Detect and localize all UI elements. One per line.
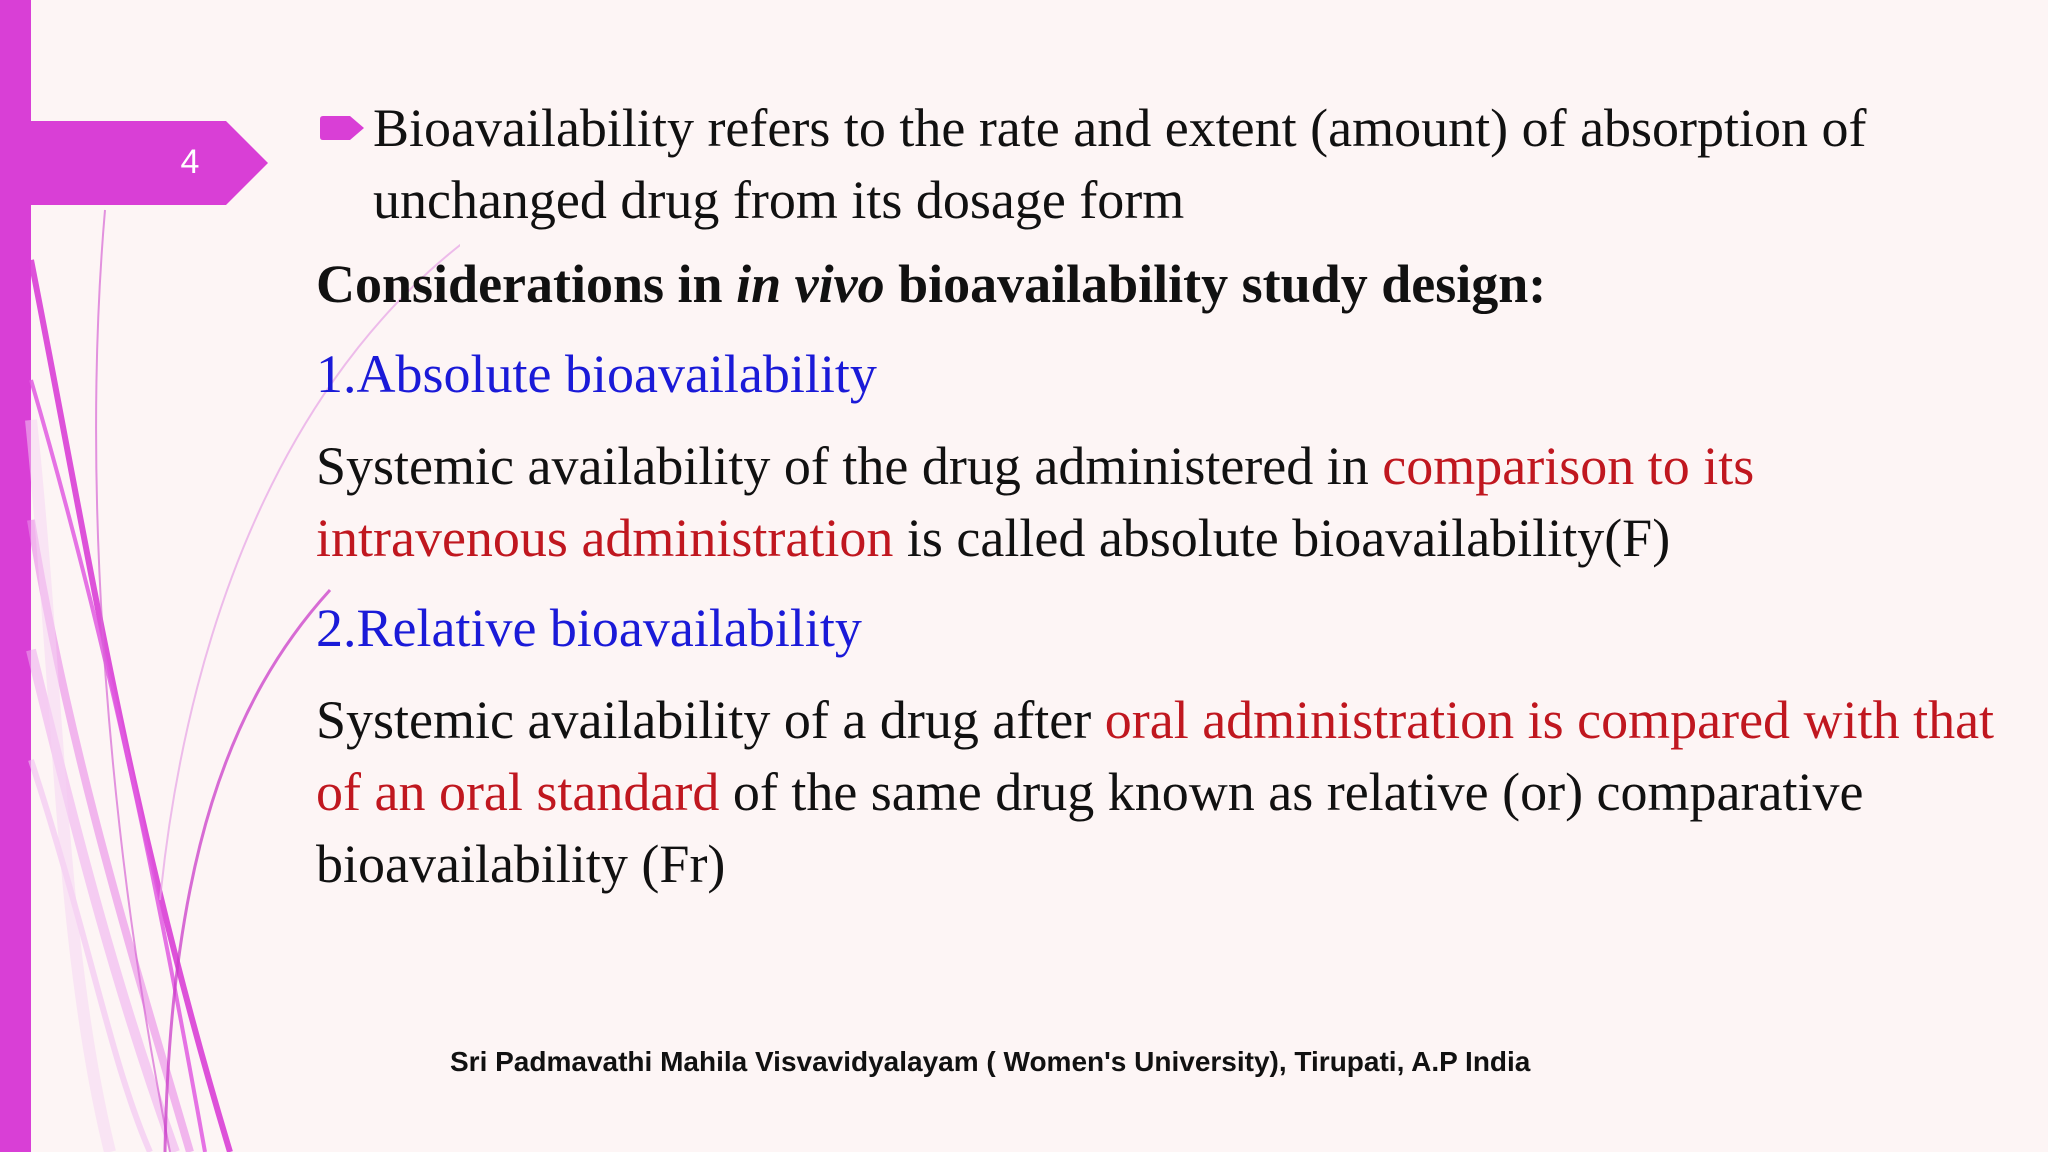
relative-text-end: of the same drug known as relative (or) comparative bioavailability (Fr) [316, 762, 1864, 894]
absolute-bioavailability-text [316, 430, 2016, 574]
arrow-bullet-icon [320, 116, 364, 140]
absolute-text-start: Systemic availability of the drug administered in [316, 436, 1383, 496]
heading-text-italic: in vivo [736, 254, 885, 314]
heading-text-before: Considerations in [316, 254, 737, 314]
bullet-text: Bioavailability refers to the rate and extent (amount) of absorption of unchanged drug from its dosage form [373, 98, 1867, 230]
slide-number: 4 [180, 143, 200, 181]
relative-bioavailability-text [316, 684, 2016, 900]
slide-content [316, 92, 2016, 900]
footer-institution: Sri Padmavathi Mahila Visvavidyalayam ( Women's University), Tirupati, A.P India [450, 1046, 1531, 1077]
relative-text-start: Systemic availability of a drug after [316, 690, 1105, 750]
heading-text-after: bioavailability study design: [884, 254, 1547, 314]
section-heading [316, 248, 2016, 320]
absolute-text-end: is called absolute bioavailability(F) [893, 508, 1671, 568]
bullet-point [316, 92, 2016, 236]
absolute-text-highlight: comparison to its intravenous administration [316, 436, 1755, 568]
slide-number-tab [31, 121, 268, 205]
relative-bioavailability-title: 2.Relative bioavailability [316, 598, 862, 658]
relative-text-highlight: oral administration is compared with that of an oral standard [316, 690, 1995, 822]
absolute-bioavailability-title: 1.Absolute bioavailability [316, 344, 877, 404]
